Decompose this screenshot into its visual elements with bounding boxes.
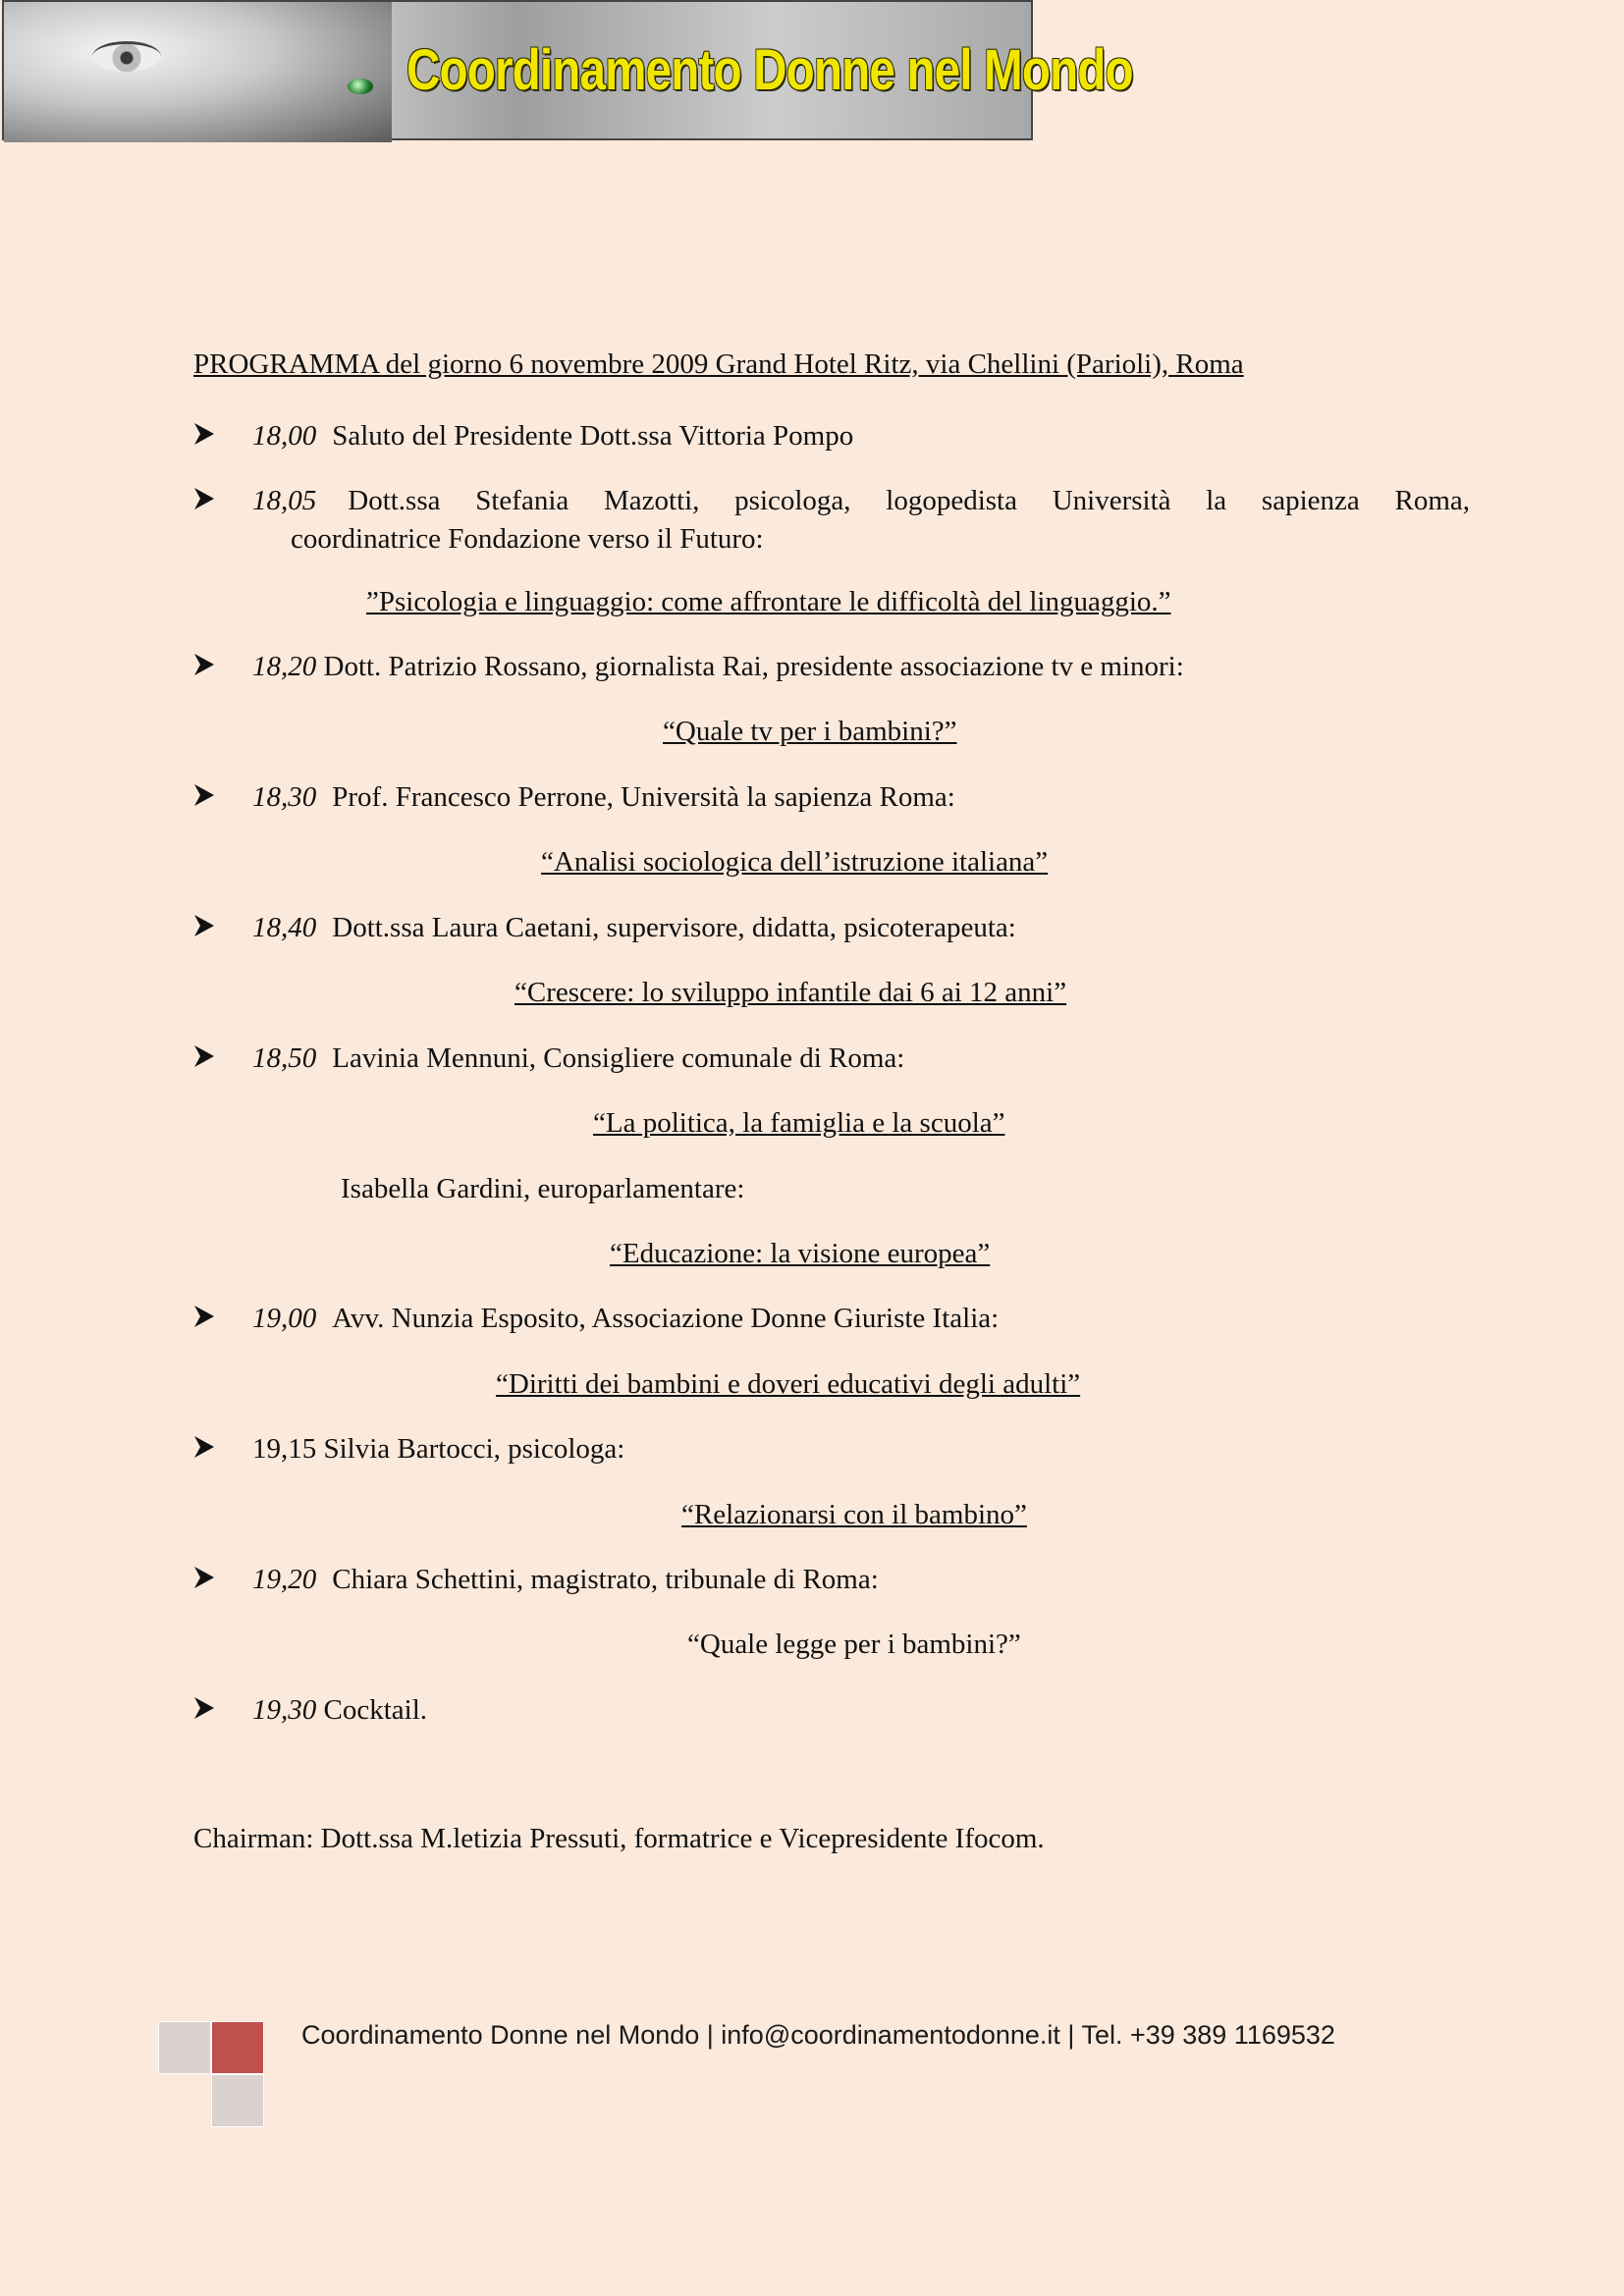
item-text: Saluto del Presidente Dott.ssa Vittoria Pompo (332, 420, 854, 452)
talk-title: “La politica, la famiglia e la scuola” (593, 1107, 1005, 1139)
talk-title: “Diritti dei bambini e doveri educativi degli adulti” (496, 1368, 1081, 1400)
header-banner (2, 0, 1133, 140)
item-time: 18,05 (252, 485, 317, 516)
item-text: Chiara Schettini, magistrato, tribunale di Roma: (332, 1564, 879, 1595)
item-time: 18,50 (252, 1042, 317, 1074)
banner-title: Coordinamento Donne nel Mondo (406, 38, 1133, 102)
talk-title: “Analisi sociologica dell’istruzione italiana” (541, 846, 1049, 878)
speaker-text: Isabella Gardini, europarlamentare: (341, 1173, 745, 1204)
arrow-bullet-icon (193, 1044, 215, 1068)
eye-icon (92, 41, 161, 72)
talk-title: “Relazionarsi con il bambino” (681, 1499, 1027, 1530)
light-square-icon (158, 2021, 211, 2074)
talk-title: ”Psicologia e linguaggio: come affrontare le difficoltà del linguaggio.” (366, 586, 1171, 617)
item-text-continuation: coordinatrice Fondazione verso il Futuro: (291, 523, 764, 555)
item-text: Silvia Bartocci, psicologa: (323, 1433, 625, 1465)
arrow-bullet-icon (193, 1566, 215, 1589)
item-text: Lavinia Mennuni, Consigliere comunale di Roma: (332, 1042, 905, 1074)
item-time: 19,30 (252, 1694, 317, 1726)
red-square-icon (211, 2021, 264, 2074)
item-text: Dott.ssa Stefania Mazotti, psicologa, logopedista Università la sapienza Roma, (348, 485, 1470, 516)
arrow-bullet-icon (193, 422, 215, 446)
item-time: 18,00 (252, 420, 317, 452)
arrow-bullet-icon (193, 1696, 215, 1720)
arrow-bullet-icon (193, 487, 215, 510)
arrow-bullet-icon (193, 914, 215, 937)
item-time: 19,20 (252, 1564, 317, 1595)
item-text: Dott. Patrizio Rossano, giornalista Rai, presidente associazione tv e minori: (323, 651, 1184, 682)
item-time: 18,20 (252, 651, 317, 682)
item-text: Prof. Francesco Perrone, Università la sapienza Roma: (332, 781, 955, 813)
item-time: 19,15 (252, 1433, 317, 1465)
item-text: Dott.ssa Laura Caetani, supervisore, didatta, psicoterapeuta: (332, 912, 1016, 943)
light-square-icon (211, 2074, 264, 2127)
arrow-bullet-icon (193, 653, 215, 676)
talk-title: “Crescere: lo sviluppo infantile dai 6 ai 12 anni” (514, 977, 1067, 1008)
footer-contact: Coordinamento Donne nel Mondo | info@coordinamentodonne.it | Tel. +39 389 1169532 (301, 2020, 1335, 2050)
talk-title: “Quale tv per i bambini?” (663, 716, 957, 747)
arrow-bullet-icon (193, 783, 215, 807)
program-heading: PROGRAMMA del giorno 6 novembre 2009 Grand Hotel Ritz, via Chellini (Parioli), Roma (193, 348, 1244, 380)
arrow-bullet-icon (193, 1435, 215, 1459)
item-time: 18,30 (252, 781, 317, 813)
chairman-line: Chairman: Dott.ssa M.letizia Pressuti, formatrice e Vicepresidente Ifocom. (193, 1823, 1045, 1854)
item-text-line (252, 485, 1470, 517)
item-time: 18,40 (252, 912, 317, 943)
arrow-bullet-icon (193, 1305, 215, 1328)
item-time: 19,00 (252, 1303, 317, 1334)
item-text: Cocktail. (323, 1694, 428, 1726)
item-text: Avv. Nunzia Esposito, Associazione Donne Giuriste Italia: (332, 1303, 1000, 1334)
talk-title: “Educazione: la visione europea” (610, 1238, 991, 1269)
woman-face-image (4, 2, 392, 142)
green-gem-icon (348, 79, 373, 94)
talk-title: “Quale legge per i bambini?” (687, 1629, 1021, 1660)
